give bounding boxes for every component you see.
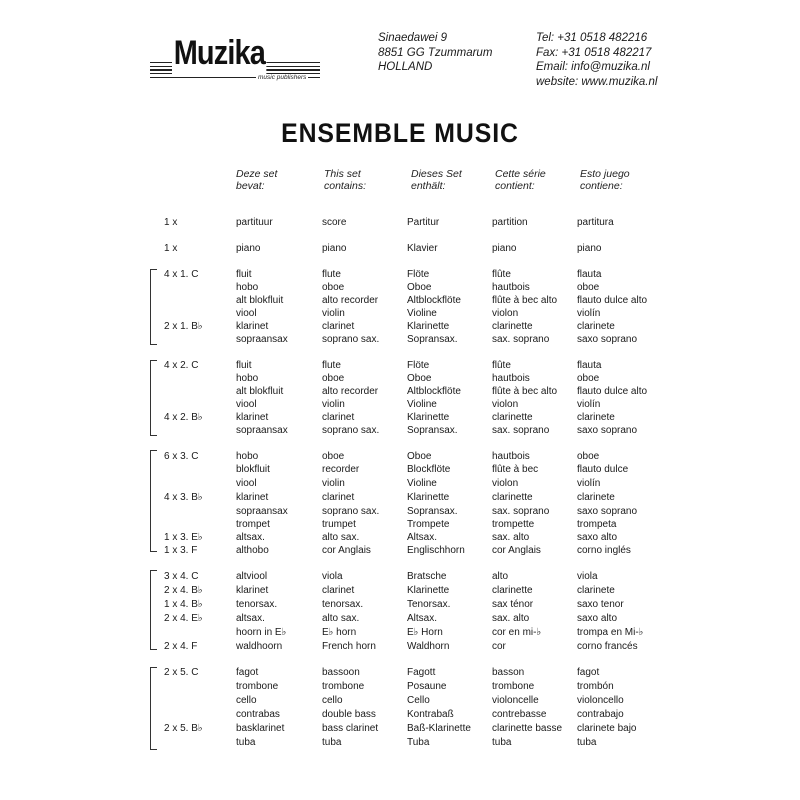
instrument-name-en: soprano sax. (322, 506, 380, 517)
column-header (236, 168, 277, 192)
instrument-name-nl: fagot (236, 667, 259, 678)
table-row (0, 491, 800, 504)
instrument-name-nl: hobo (236, 451, 259, 462)
instrument-name-en: oboe (322, 282, 345, 293)
instrument-name-de: Altblockflöte (407, 295, 461, 306)
instrument-name-es: piano (577, 243, 602, 254)
instrument-name-en: clarinet (322, 321, 355, 332)
instrument-name-es: violín (577, 478, 601, 489)
instrument-name-en: soprano sax. (322, 334, 380, 345)
table-row (0, 544, 800, 557)
column-header-line: Cette série (495, 168, 546, 180)
part-quantity: 3 x 4. C (164, 571, 199, 582)
instrument-name-es: trombón (577, 681, 614, 692)
instrument-name-de: Baß-Klarinette (407, 723, 471, 734)
instrument-name-es: oboe (577, 451, 600, 462)
instrument-name-nl: tenorsax. (236, 599, 278, 610)
instrument-name-de: Altsax. (407, 532, 438, 543)
table-row (0, 333, 800, 346)
instrument-name-nl: trombone (236, 681, 279, 692)
table-row (0, 450, 800, 463)
group-bracket (150, 269, 157, 345)
instrument-name-en: alto sax. (322, 532, 360, 543)
address-line: Sinaedawei 9 (378, 32, 448, 44)
letterhead (0, 0, 800, 100)
instrument-name-es: tuba (577, 737, 597, 748)
instrument-name-fr: cor Anglais (492, 545, 541, 556)
fax-line: Fax: +31 0518 482217 (536, 46, 652, 59)
instrument-name-en: flute (322, 269, 341, 280)
instrument-name-de: Flöte (407, 360, 430, 371)
column-header-line: contiene: (580, 180, 623, 192)
instrument-name-nl: sopraansax (236, 425, 288, 436)
instrument-name-de: Klarinette (407, 321, 450, 332)
instrument-name-de: Kontrabaß (407, 709, 454, 720)
instrument-name-fr: sax. soprano (492, 425, 550, 436)
table-row (0, 626, 800, 639)
column-header-line: contient: (495, 180, 535, 192)
instrument-name-en: trombone (322, 681, 365, 692)
instrument-name-es: corno inglés (577, 545, 631, 556)
instrument-name-de: Violine (407, 399, 437, 410)
instrument-name-nl: tuba (236, 737, 256, 748)
instrument-name-es: clarinete (577, 492, 615, 503)
instrument-name-de: Klarinette (407, 492, 450, 503)
part-quantity: 4 x 2. C (164, 360, 199, 371)
table-row (0, 320, 800, 333)
instrument-name-es: flauta (577, 269, 602, 280)
part-quantity: 4 x 2. B♭ (164, 412, 203, 423)
table-row (0, 584, 800, 597)
instrument-name-fr: tuba (492, 737, 512, 748)
instrument-name-en: cor Anglais (322, 545, 371, 556)
instrument-name-en: French horn (322, 641, 376, 652)
instrument-name-fr: clarinette (492, 585, 533, 596)
page-title: ENSEMBLE MUSIC (281, 118, 519, 148)
instrument-name-nl: contrabas (236, 709, 280, 720)
instrument-name-de: Sopransax. (407, 425, 458, 436)
instrument-name-en: cello (322, 695, 343, 706)
part-quantity: 2 x 4. B♭ (164, 585, 203, 596)
table-row (0, 411, 800, 424)
table-row (0, 463, 800, 476)
instrument-name-fr: sax. alto (492, 532, 530, 543)
table-row (0, 722, 800, 735)
table-row (0, 694, 800, 707)
instrument-name-es: violín (577, 308, 601, 319)
table-row (0, 518, 800, 531)
part-quantity: 2 x 5. C (164, 667, 199, 678)
instrument-name-fr: hautbois (492, 373, 530, 384)
instrument-name-fr: violoncelle (492, 695, 539, 706)
table-row (0, 666, 800, 679)
instrument-name-de: Oboe (407, 373, 432, 384)
table-row (0, 598, 800, 611)
instrument-name-nl: sopraansax (236, 334, 288, 345)
table-row (0, 398, 800, 411)
instrument-name-de: Klarinette (407, 585, 450, 596)
part-quantity: 4 x 3. B♭ (164, 492, 203, 503)
instrument-name-de: Oboe (407, 451, 432, 462)
instrument-name-nl: klarinet (236, 492, 269, 503)
instrument-name-es: flauto dulce alto (577, 386, 648, 397)
instrument-name-nl: altviool (236, 571, 268, 582)
instrument-name-en: alto recorder (322, 386, 379, 397)
instrument-name-es: clarinete (577, 412, 615, 423)
instrument-name-fr: flûte à bec alto (492, 386, 558, 397)
instrument-name-fr: clarinette (492, 412, 533, 423)
instrument-name-de: Bratsche (407, 571, 447, 582)
part-quantity: 1 x (164, 243, 178, 254)
instrument-name-de: Trompete (407, 519, 450, 530)
instrument-name-nl: viool (236, 478, 257, 489)
instrument-name-de: Englischhorn (407, 545, 465, 556)
part-quantity: 2 x 5. B♭ (164, 723, 203, 734)
instrument-name-nl: fluit (236, 360, 252, 371)
instrument-name-fr: piano (492, 243, 517, 254)
part-quantity: 4 x 1. C (164, 269, 199, 280)
instrument-name-de: Altsax. (407, 613, 438, 624)
phone-line: Tel: +31 0518 482216 (536, 32, 648, 44)
group-bracket (150, 360, 157, 436)
instrument-name-nl: waldhoorn (236, 641, 283, 652)
instrument-name-en: oboe (322, 373, 345, 384)
column-header (324, 168, 366, 192)
column-header-line: enthält: (411, 180, 446, 192)
table-row (0, 477, 800, 490)
instrument-name-de: Waldhorn (407, 641, 450, 652)
part-quantity: 1 x 4. B♭ (164, 599, 203, 610)
table-row (0, 736, 800, 749)
column-header (495, 168, 546, 192)
instrument-name-fr: violon (492, 308, 519, 319)
instrument-name-nl: alt blokfluit (236, 386, 284, 397)
instrument-name-de: Fagott (407, 667, 436, 678)
instrument-name-de: Posaune (407, 681, 447, 692)
instrument-name-nl: hoorn in E♭ (236, 627, 287, 638)
instrument-name-de: Flöte (407, 269, 430, 280)
instrument-name-nl: alt blokfluit (236, 295, 284, 306)
publisher-address (378, 31, 492, 75)
instrument-name-en: bassoon (322, 667, 360, 678)
group-bracket (150, 450, 157, 552)
instrument-name-es: violín (577, 399, 601, 410)
instrument-name-es: saxo soprano (577, 506, 638, 517)
instrument-name-es: clarinete bajo (577, 723, 637, 734)
instrument-name-es: trompeta (577, 519, 617, 530)
part-quantity: 1 x 3. F (164, 545, 198, 556)
instrument-name-nl: klarinet (236, 412, 269, 423)
logo-wordmark: Muzika (173, 34, 265, 72)
column-header-line: bevat: (236, 180, 265, 192)
table-row (0, 531, 800, 544)
instrument-name-es: clarinete (577, 585, 615, 596)
instrument-name-en: alto sax. (322, 613, 360, 624)
part-quantity: 1 x (164, 217, 178, 228)
instrument-name-en: trumpet (322, 519, 356, 530)
instrument-name-fr: clarinette (492, 321, 533, 332)
instrument-name-en: E♭ horn (322, 627, 357, 638)
publisher-contact (536, 31, 657, 89)
group-bracket (150, 667, 157, 750)
instrument-name-fr: flûte (492, 269, 511, 280)
instrument-name-es: saxo alto (577, 613, 618, 624)
instrument-name-nl: fluit (236, 269, 252, 280)
instrument-name-fr: contrebasse (492, 709, 547, 720)
table-row (0, 216, 800, 229)
instrument-name-en: score (322, 217, 347, 228)
instrument-name-en: violin (322, 308, 345, 319)
instrument-name-en: clarinet (322, 492, 355, 503)
table-row (0, 505, 800, 518)
group-bracket (150, 570, 157, 650)
table-row (0, 359, 800, 372)
instrument-name-nl: klarinet (236, 321, 269, 332)
instrument-name-en: alto recorder (322, 295, 379, 306)
instrument-name-es: clarinete (577, 321, 615, 332)
table-row (0, 281, 800, 294)
instrument-name-es: contrabajo (577, 709, 624, 720)
instrument-name-fr: sax. soprano (492, 506, 550, 517)
instrument-name-es: saxo soprano (577, 334, 638, 345)
table-row (0, 294, 800, 307)
column-header (580, 168, 630, 192)
instrument-name-de: Cello (407, 695, 430, 706)
instrument-name-fr: sax ténor (492, 599, 534, 610)
instrument-name-es: trompa en Mi-♭ (577, 627, 644, 638)
email-line[interactable]: Email: info@muzika.nl (536, 61, 650, 73)
instrument-name-fr: sax. soprano (492, 334, 550, 345)
instrument-name-fr: trombone (492, 681, 535, 692)
table-row (0, 307, 800, 320)
instrument-name-es: corno francés (577, 641, 638, 652)
website-line[interactable]: website: www.muzika.nl (536, 75, 658, 88)
instrument-name-es: saxo alto (577, 532, 618, 543)
table-row (0, 268, 800, 281)
instrument-name-en: flute (322, 360, 341, 371)
instrument-name-fr: cor en mi-♭ (492, 627, 542, 638)
instrument-name-es: oboe (577, 373, 600, 384)
instrument-name-de: Oboe (407, 282, 432, 293)
instrument-name-nl: altsax. (236, 532, 265, 543)
instrument-name-fr: cor (492, 641, 506, 652)
instrument-name-fr: clarinette (492, 492, 533, 503)
instrument-name-fr: sax. alto (492, 613, 530, 624)
table-row (0, 708, 800, 721)
table-row (0, 640, 800, 653)
table-row (0, 242, 800, 255)
column-header-line: This set (324, 168, 361, 180)
instrument-name-es: viola (577, 571, 598, 582)
instrument-name-de: Blockflöte (407, 464, 451, 475)
instrument-name-nl: sopraansax (236, 506, 288, 517)
instrument-name-es: flauto dulce alto (577, 295, 648, 306)
instrument-name-fr: violon (492, 399, 519, 410)
instrument-name-en: double bass (322, 709, 376, 720)
instrument-name-fr: flûte à bec alto (492, 295, 558, 306)
part-quantity: 2 x 1. B♭ (164, 321, 203, 332)
instrument-name-en: tuba (322, 737, 342, 748)
instrument-name-fr: alto (492, 571, 509, 582)
logo-subtitle: music publishers (258, 74, 307, 81)
instrument-name-nl: altsax. (236, 613, 265, 624)
instrument-name-fr: flûte (492, 360, 511, 371)
instrument-name-nl: klarinet (236, 585, 269, 596)
table-row (0, 385, 800, 398)
instrument-name-es: flauta (577, 360, 602, 371)
column-header-line: Deze set (236, 168, 278, 180)
instrument-name-en: soprano sax. (322, 425, 380, 436)
instrument-name-nl: blokfluit (236, 464, 270, 475)
table-row (0, 612, 800, 625)
instrument-name-en: tenorsax. (322, 599, 364, 610)
instrument-name-nl: viool (236, 308, 257, 319)
instrument-name-nl: hobo (236, 373, 259, 384)
instrument-name-de: Sopransax. (407, 334, 458, 345)
table-row (0, 372, 800, 385)
instrument-name-de: E♭ Horn (407, 627, 443, 638)
instrument-name-en: clarinet (322, 585, 355, 596)
instrument-name-fr: clarinette basse (492, 723, 563, 734)
instrument-name-fr: partition (492, 217, 528, 228)
address-line: 8851 GG Tzummarum (378, 46, 493, 59)
instrument-name-en: violin (322, 399, 345, 410)
instrument-name-de: Klavier (407, 243, 438, 254)
instrument-name-en: oboe (322, 451, 345, 462)
instrument-name-en: violin (322, 478, 345, 489)
instrument-name-en: viola (322, 571, 343, 582)
instrument-name-nl: althobo (236, 545, 269, 556)
instrument-name-es: saxo tenor (577, 599, 624, 610)
instrument-name-fr: trompette (492, 519, 535, 530)
table-row (0, 570, 800, 583)
instrument-name-en: clarinet (322, 412, 355, 423)
part-quantity: 2 x 4. F (164, 641, 198, 652)
instrument-name-de: Violine (407, 478, 437, 489)
instrument-name-fr: flûte à bec (492, 464, 539, 475)
instrument-name-nl: viool (236, 399, 257, 410)
instrument-name-en: piano (322, 243, 347, 254)
instrument-name-de: Klarinette (407, 412, 450, 423)
instrument-name-de: Tuba (407, 737, 430, 748)
instrument-name-nl: basklarinet (236, 723, 285, 734)
part-quantity: 6 x 3. C (164, 451, 199, 462)
instrument-name-fr: violon (492, 478, 519, 489)
instrument-name-es: oboe (577, 282, 600, 293)
instrument-name-fr: hautbois (492, 451, 530, 462)
instrument-name-en: bass clarinet (322, 723, 379, 734)
instrument-name-es: flauto dulce (577, 464, 629, 475)
instrument-name-de: Tenorsax. (407, 599, 451, 610)
instrument-name-de: Partitur (407, 217, 440, 228)
column-header (411, 168, 462, 192)
instrument-name-de: Violine (407, 308, 437, 319)
instrument-name-es: saxo soprano (577, 425, 638, 436)
instrument-name-nl: trompet (236, 519, 270, 530)
instrument-name-es: partitura (577, 217, 614, 228)
instrument-name-es: fagot (577, 667, 600, 678)
column-header-line: Esto juego (580, 168, 630, 180)
column-header-line: contains: (324, 180, 367, 192)
instrument-name-fr: basson (492, 667, 525, 678)
part-quantity: 2 x 4. E♭ (164, 613, 203, 624)
muzika-logo (150, 32, 320, 90)
address-line: HOLLAND (378, 61, 433, 73)
instrument-name-nl: cello (236, 695, 257, 706)
instrument-name-nl: hobo (236, 282, 259, 293)
instrument-name-de: Sopransax. (407, 506, 458, 517)
instrument-name-es: violoncello (577, 695, 624, 706)
table-row (0, 424, 800, 437)
instrument-name-de: Altblockflöte (407, 386, 461, 397)
instrument-name-en: recorder (322, 464, 360, 475)
column-header-line: Dieses Set (411, 168, 462, 180)
part-quantity: 1 x 3. E♭ (164, 532, 203, 543)
instrument-name-nl: piano (236, 243, 261, 254)
instrument-name-fr: hautbois (492, 282, 530, 293)
table-row (0, 680, 800, 693)
instrument-name-nl: partituur (236, 217, 273, 228)
